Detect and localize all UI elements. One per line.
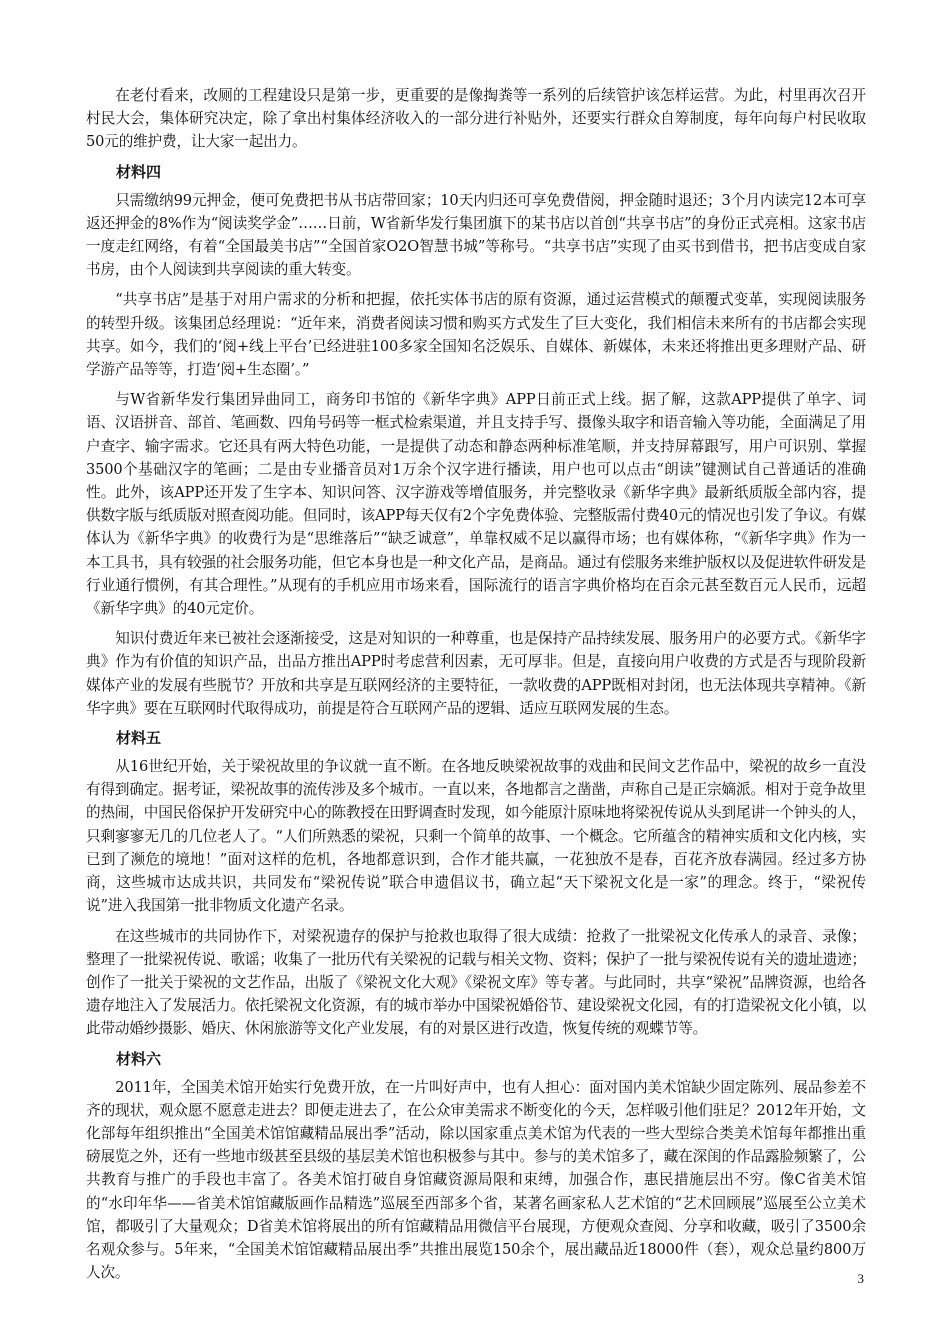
paragraph: 在这些城市的共同协作下，对梁祝遗存的保护与抢救也取得了很大成绩：抢救了一批梁祝文化传承人的录音、录像；整理了一批梁祝传说、歌谣；收集了一批历代有关梁祝的记载与相关文物、资料；保护了一批与梁祝传说有关的遗址遗迹；创作了一批关于梁祝的文艺作品，出版了《梁祝文化大观》《梁祝文库》等专著。与此同时，共享“梁祝”品牌资源，也给各遗存地注入了发展活力。依托梁祝文化资源，有的城市举办中国梁祝婚俗节、建设梁祝文化园，有的打造梁祝文化小镇，以此带动婚纱摄影、婚庆、休闲旅游等文化产业发展，有的对景区进行改造，恢复传统的观蝶节等。 bbox=[86, 927, 866, 1038]
paragraph: 2011年，全国美术馆开始实行免费开放，在一片叫好声中，也有人担心：面对国内美术馆缺少固定陈列、展品参差不齐的现状，观众愿不愿意走进去？即便走进去了，在公众审美需求不断变化的今天，怎样吸引他们驻足？2012年开始，文化部每年组织推出“全国美术馆馆藏精品展出季”活动，除以国家重点美术馆为代表的一些大型综合类美术馆每年都推出重磅展览之外，还有一些地市级甚至县级的基层美术馆也积极参与其中。参与的美术馆多了，藏在深闺的作品露脸频繁了，公共教育与推广的手段也丰富了。各美术馆打破自身馆藏资源局限和束缚，加强合作，惠民措施层出不穷。像C省美术馆的“水印年华——省美术馆馆藏版画作品精选”巡展至西部多个省，某著名画家私人艺术馆的“艺术回顾展”巡展至公立美术馆，都吸引了大量观众；D省美术馆将展出的所有馆藏精品用微信平台展现，方便观众查阅、分享和收藏，吸引了3500余名观众参与。5年来，“全国美术馆馆藏精品展出季”共推出展览150余个，展出藏品近18000件（套），观众总量约800万人次。 bbox=[86, 1078, 866, 1282]
section-heading: 材料六 bbox=[116, 1049, 162, 1068]
paragraph: 在老付看来，改厕的工程建设只是第一步，更重要的是像掏粪等一系列的后续管护该怎样运营。为此，村里再次召开村民大会，集体研究决定，除了拿出村集体经济收入的一部分进行补贴外，还要实行群众自筹制度，每年向每户村民收取50元的维护费，让大家一起出力。 bbox=[86, 87, 866, 151]
paragraph: 知识付费近年来已被社会逐渐接受，这是对知识的一种尊重，也是保持产品持续发展、服务用户的必要方式。《新华字典》作为有价值的知识产品，出品方推出APP时考虑营利因素，无可厚非。但是，直接向用户收费的方式是否与现阶段新媒体产业的发展有些脱节？开放和共享是互联网经济的主要特征，一款收费的APP既相对封闭，也无法体现共享精神。《新华字典》要在互联网时代取得成功，前提是符合互联网产品的逻辑、适应互联网发展的生态。 bbox=[86, 630, 866, 717]
section-material-4 bbox=[86, 161, 866, 720]
section-intro bbox=[86, 84, 866, 154]
paragraph: 从16世纪开始，关于梁祝故里的争议就一直不断。在各地反映梁祝故事的戏曲和民间文艺作品中，梁祝的故乡一直没有得到确定。据考证，梁祝故事的流传涉及多个城市。一直以来，各地都言之凿凿，声称自己是正宗嫡派。相对于竞争故里的热闹，中国民俗保护开发研究中心的陈教授在田野调查时发现，如今能原汁原味地将梁祝传说从头到尾讲一个钟头的人，只剩寥寥无几的几位老人了。“人们所熟悉的梁祝，只剩一个简单的故事、一个概念。它所蕴含的精神实质和文化内核，实已到了濒危的境地！”面对这样的危机，各地都意识到，合作才能共赢，一花独放不是春，百花齐放春满园。经过多方协商，这些城市达成共识，共同发布“梁祝传说”联合申遗倡议书，确立起“天下梁祝文化是一家”的理念。终于，“梁祝传说”进入我国第一批非物质文化遗产名录。 bbox=[86, 758, 866, 915]
paragraph: 与W省新华发行集团异曲同工，商务印书馆的《新华字典》APP日前正式上线。据了解，这款APP提供了单字、词语、汉语拼音、部首、笔画数、四角号码等一框式检索渠道，并且支持手写、摄像头取字和语音输入等功能，全面满足了用户查字、输字需求。它还具有两大特色功能，一是提供了动态和静态两种标准笔顺，并支持屏幕跟写，用户可识别、掌握3500个基础汉字的笔画；二是由专业播音员对1万余个汉字进行播读，用户也可以点击“朗读”键测试自己普通话的准确性。此外，该APP还开发了生字本、知识问答、汉字游戏等增值服务，并完整收录《新华字典》最新纸质版全部内容，提供数字版与纸质版对照查阅功能。但同时，该APP每天仅有2个字免费体验、完整版需付费40元的情况也引发了争议。有媒体认为《新华字典》的收费行为是“思维落后”“缺乏诚意”，单靠权威不足以赢得市场；也有媒体称，“《新华字典》作为一本工具书，具有较强的社会服务功能，但它本身也是一种文化产品，是商品。通过有偿服务来维护版权以及促进软件研发是行业通行惯例，有其合理性。”从现有的手机应用市场来看，国际流行的语言字典价格均在百余元甚至数百元人民币，远超《新华字典》的40元定价。 bbox=[86, 391, 866, 618]
paragraph: “共享书店”是基于对用户需求的分析和把握，依托实体书店的原有资源，通过运营模式的颠覆式变革，实现阅读服务的转型升级。该集团总经理说：“近年来，消费者阅读习惯和购买方式发生了巨大变化，我们相信未来所有的书店都会实现共享。如今，我们的‘阅+线上平台’已经进驻100多家全国知名泛娱乐、自媒体、新媒体，未来还将推出更多理财产品、研学游产品等等，打造‘阅+生态圈’。” bbox=[86, 291, 866, 379]
paragraph: 只需缴纳99元押金，便可免费把书从书店带回家；10天内归还可享免费借阅，押金随时退还；3个月内读完12本可享返还押金的8%作为“阅读奖学金”……日前，W省新华发行集团旗下的某书店以首创“共享书店”的身份正式亮相。这家书店一度走红网络，有着“全国最美书店”“全国首家O2O智慧书城”等称号。“共享书店”实现了由买书到借书，把书店变成自家书房，由个人阅读到共享阅读的重大转变。 bbox=[86, 191, 866, 279]
section-heading: 材料五 bbox=[116, 729, 162, 748]
section-material-6 bbox=[86, 1048, 866, 1285]
section-material-5 bbox=[86, 727, 866, 1040]
document-page bbox=[86, 84, 866, 1291]
section-heading: 材料四 bbox=[116, 162, 162, 181]
page-number: 3 bbox=[857, 1271, 864, 1286]
